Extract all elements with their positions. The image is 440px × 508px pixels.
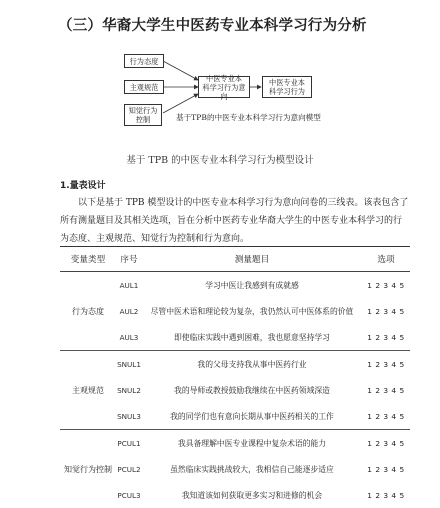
table-header-row [60, 247, 410, 272]
row-item: 我的父母支持我从事中医药行业 [142, 351, 362, 378]
row-options: 1 2 3 4 5 [362, 430, 410, 457]
row-options: 1 2 3 4 5 [362, 403, 410, 430]
row-item: 尽管中医术语和理论较为复杂，我仍然认可中医体系的价值 [142, 298, 362, 324]
row-options: 1 2 3 4 5 [362, 351, 410, 378]
tpb-model-diagram [0, 0, 440, 140]
header-no: 序号 [116, 247, 142, 272]
header-options: 选项 [362, 247, 410, 272]
table-row [60, 351, 410, 378]
diagram-caption: 基于TPB的中医专业本科学习行为意向模型 [176, 112, 321, 123]
body-paragraph: 以下是基于 TPB 模型设计的中医专业本科学习行为意向问卷的三线表。该表包含了所有测量题目及其相关选项，旨在分析中医药专业华裔大学生的中医专业本科学习的行为态度、主观规范、知觉行为控制和行为意向。 [60, 194, 410, 248]
table-row [60, 272, 410, 299]
arrow-attitude-intention [163, 61, 198, 80]
type-perceived-control: 知觉行为控制 [60, 430, 116, 508]
box-perceived-control: 知觉行为 控制 [124, 104, 162, 126]
header-item: 测量题目 [142, 247, 362, 272]
row-item: 我的同学们也有意向长期从事中医药相关的工作 [142, 403, 362, 430]
figure-caption: 基于 TPB 的中医专业本科学习行为模型设计 [0, 152, 440, 166]
row-item: 虽然临床实践挑战较大，我相信自己能逐步适应 [142, 456, 362, 482]
box-learning-behavior: 中医专业本 科学习行为 [262, 76, 312, 98]
row-no: SNUL3 [116, 403, 142, 430]
row-options: 1 2 3 4 5 [362, 482, 410, 508]
box-behavior-intention: 中医专业本 科学习行为意向 [198, 76, 250, 98]
row-options: 1 2 3 4 5 [362, 456, 410, 482]
box-subjective-norm: 主观规范 [124, 80, 164, 94]
row-options: 1 2 3 4 5 [362, 272, 410, 299]
row-options: 1 2 3 4 5 [362, 377, 410, 403]
type-subjective-norm: 主观规范 [60, 351, 116, 430]
row-options: 1 2 3 4 5 [362, 324, 410, 351]
type-attitude: 行为态度 [60, 272, 116, 351]
row-no: SNUL2 [116, 377, 142, 403]
header-type: 变量类型 [60, 247, 116, 272]
row-item: 我的导师或教授鼓励我继续在中医药领域深造 [142, 377, 362, 403]
table-row [60, 430, 410, 457]
row-item: 我具备理解中医专业课程中复杂术语的能力 [142, 430, 362, 457]
row-no: AUL3 [116, 324, 142, 351]
box-attitude: 行为态度 [124, 54, 164, 68]
row-item: 即使临床实践中遇到困难，我也愿意坚持学习 [142, 324, 362, 351]
scale-table [60, 246, 410, 508]
arrow-control-intention [163, 94, 198, 113]
row-no: PCUL3 [116, 482, 142, 508]
row-item: 学习中医让我感到有成就感 [142, 272, 362, 299]
section-title: 1.量表设计 [60, 178, 106, 191]
row-no: AUL1 [116, 272, 142, 299]
page-heading: （三）华裔大学生中医药专业本科学习行为分析 [58, 14, 367, 35]
row-no: PCUL2 [116, 456, 142, 482]
row-options: 1 2 3 4 5 [362, 298, 410, 324]
row-item: 我知道该如何获取更多实习和进修的机会 [142, 482, 362, 508]
row-no: PCUL1 [116, 430, 142, 457]
row-no: SNUL1 [116, 351, 142, 378]
row-no: AUL2 [116, 298, 142, 324]
